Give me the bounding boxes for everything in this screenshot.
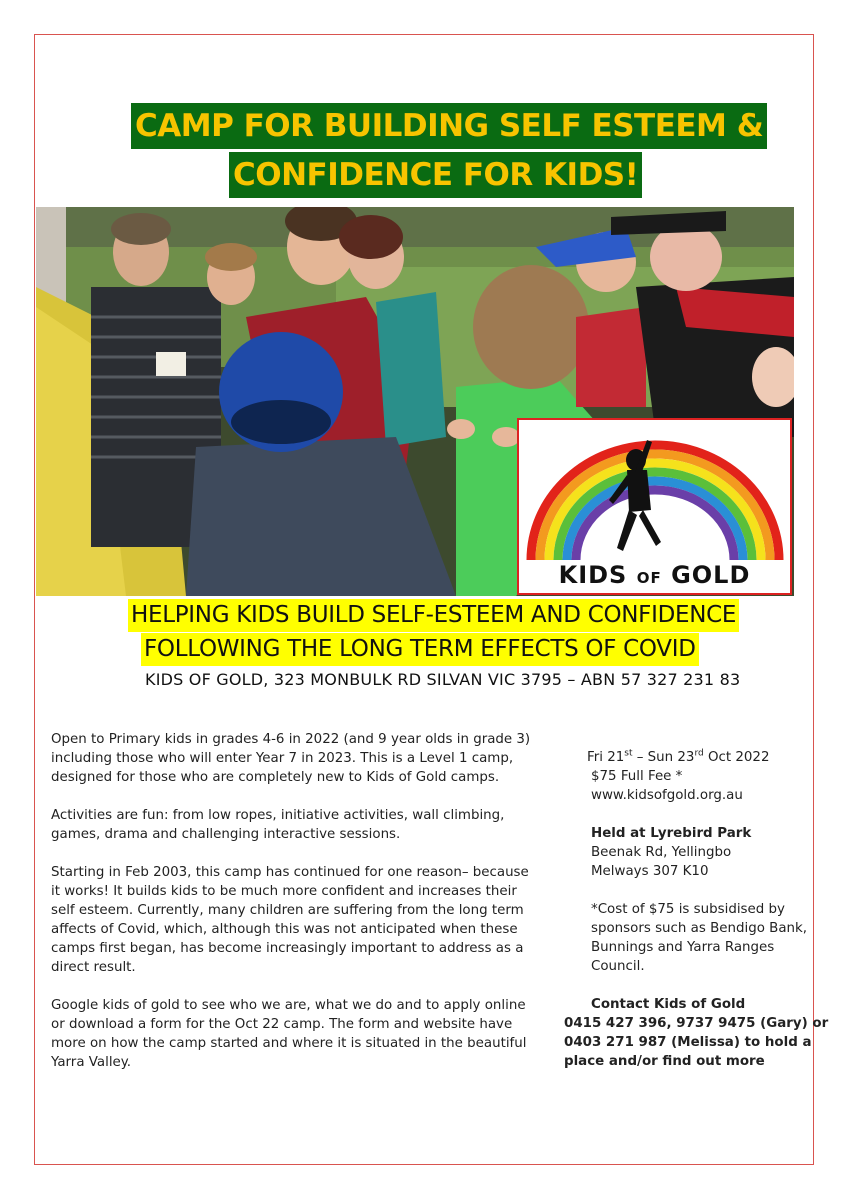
organisation-address: KIDS OF GOLD, 323 MONBULK RD SILVAN VIC 3795 – ABN 57 327 231 83 <box>145 670 741 689</box>
subsidy-line-1: *Cost of $75 is subsidised by <box>591 902 785 917</box>
contact-line-1: 0415 427 396, 9737 9475 (Gary) or <box>564 1016 829 1031</box>
date-end: – Sun 23 <box>632 750 695 765</box>
paragraph-eligibility: Open to Primary kids in grades 4-6 in 2022 (and 9 year olds in grade 3) including those who will enter Year 7 in 2023. This is a Level 1 camp, designed for those who are completely new to Kids of Gold camps. <box>51 732 531 785</box>
subheading-line-2: FOLLOWING THE LONG TERM EFFECTS OF COVID <box>141 633 699 666</box>
date-start-suffix: st <box>624 748 633 759</box>
venue-map-ref: Melways 307 K10 <box>591 864 709 879</box>
subsidy-line-4: Council. <box>591 959 645 974</box>
contact-line-2: 0403 271 987 (Melissa) to hold a <box>564 1035 812 1050</box>
title-line-2: CONFIDENCE FOR KIDS! <box>229 152 642 198</box>
details-column <box>564 748 829 1071</box>
venue-heading: Held at Lyrebird Park <box>591 826 752 841</box>
paragraph-activities: Activities are fun: from low ropes, initiative activities, wall climbing, games, drama and challenging interactive sessions. <box>51 808 505 842</box>
camp-dates <box>564 748 814 767</box>
date-month-year: Oct 2022 <box>703 750 770 765</box>
logo-word-gold: GOLD <box>671 561 751 589</box>
paragraph-apply: Google kids of gold to see who we are, what we do and to apply online or download a form for the Oct 22 camp. The form and website have more on how the camp started and where it is situated in the beautiful Yarra Valley. <box>51 998 527 1070</box>
subheading-line-1: HELPING KIDS BUILD SELF-ESTEEM AND CONFIDENCE <box>128 599 739 632</box>
contact-heading: Contact Kids of Gold <box>591 997 746 1012</box>
subsidy-line-2: sponsors such as Bendigo Bank, <box>591 921 808 936</box>
kids-of-gold-logo <box>517 418 792 595</box>
description-column <box>51 730 531 1091</box>
date-end-suffix: rd <box>694 748 704 759</box>
logo-word-of: OF <box>636 569 662 587</box>
contact-line-3: place and/or find out more <box>564 1054 765 1069</box>
logo-wordmark <box>519 561 790 589</box>
subsidy-line-3: Bunnings and Yarra Ranges <box>591 940 775 955</box>
date-start: Fri 21 <box>587 750 625 765</box>
camp-fee: $75 Full Fee * <box>591 769 683 784</box>
website-link[interactable]: www.kidsofgold.org.au <box>591 788 743 803</box>
title-line-1: CAMP FOR BUILDING SELF ESTEEM & <box>131 103 767 149</box>
logo-word-kids: KIDS <box>558 561 628 589</box>
paragraph-history: Starting in Feb 2003, this camp has continued for one reason– because it works! It builds kids to be much more confident and increases their self esteem. Currently, many children are suffering from the long term affects of Covid, which, although this was not anticipated when these camps first began, has become increasingly important to address as a direct result. <box>51 865 529 975</box>
venue-road: Beenak Rd, Yellingbo <box>591 845 732 860</box>
